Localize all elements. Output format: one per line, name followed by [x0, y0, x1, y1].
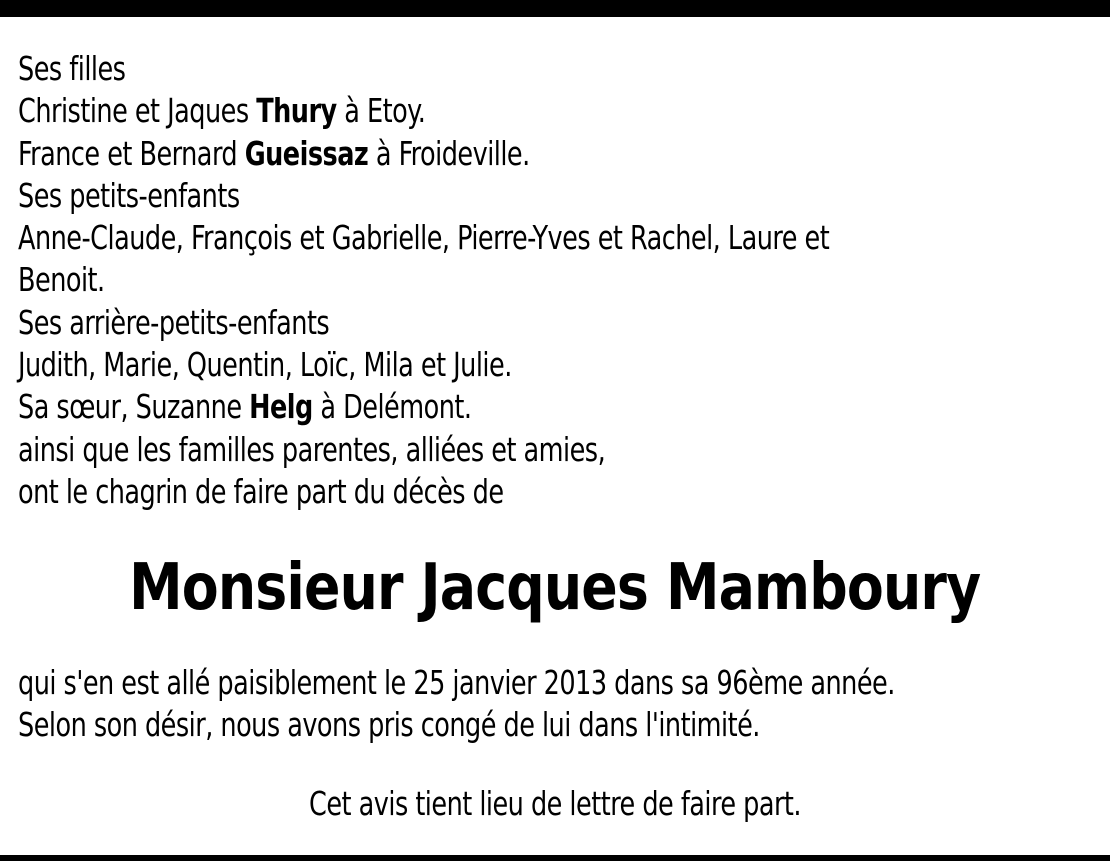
deceased-name-heading [0, 548, 1110, 628]
line-text-after: à Froideville. [368, 133, 530, 173]
line-text: Christine et Jaques [18, 91, 257, 131]
family-line [18, 175, 951, 217]
line-text-after: à Delémont. [312, 387, 472, 427]
footer-text: Cet avis tient lieu de lettre de faire part. [309, 784, 801, 823]
top-rule [0, 0, 1110, 17]
line-surname: Thury [256, 91, 337, 131]
family-line [18, 48, 951, 90]
line-text: Anne-Claude, François et Gabrielle, Pierre-Yves et Rachel, Laure et [18, 218, 830, 258]
line-text: France et Bernard [18, 133, 245, 173]
bottom-rule [0, 855, 1110, 861]
family-line [18, 344, 951, 386]
line-surname: Gueissaz [244, 133, 369, 173]
line-text: Ses arrière-petits-enfants [18, 302, 330, 342]
line-text: Sa sœur, Suzanne [18, 387, 250, 427]
announcement-line: Selon son désir, nous avons pris congé de lui dans l'intimité. [18, 705, 760, 745]
family-line [18, 471, 951, 513]
line-text: ont le chagrin de faire part du décès de [18, 471, 504, 511]
line-text: Benoit. [18, 260, 105, 300]
line-text: Judith, Marie, Quentin, Loïc, Mila et Julie. [18, 345, 512, 385]
family-line [18, 217, 951, 259]
family-line [18, 429, 951, 471]
line-text: ainsi que les familles parentes, alliées et amies, [18, 429, 606, 469]
family-line [18, 133, 951, 175]
line-text-after: à Etoy. [336, 91, 426, 131]
footer-note [0, 783, 1110, 825]
family-line [18, 302, 951, 344]
announcement-line: qui s'en est allé paisiblement le 25 janvier 2013 dans sa 96ème année. [18, 663, 895, 702]
line-surname: Helg [249, 387, 313, 427]
line-text: Ses filles [18, 49, 126, 88]
family-list [18, 48, 1103, 513]
family-line [18, 259, 951, 301]
announcement-text [18, 662, 1108, 747]
line-text: Ses petits-enfants [18, 175, 240, 215]
deceased-name: Monsieur Jacques Mamboury [129, 551, 981, 625]
family-line [18, 90, 951, 132]
family-line [18, 386, 951, 428]
